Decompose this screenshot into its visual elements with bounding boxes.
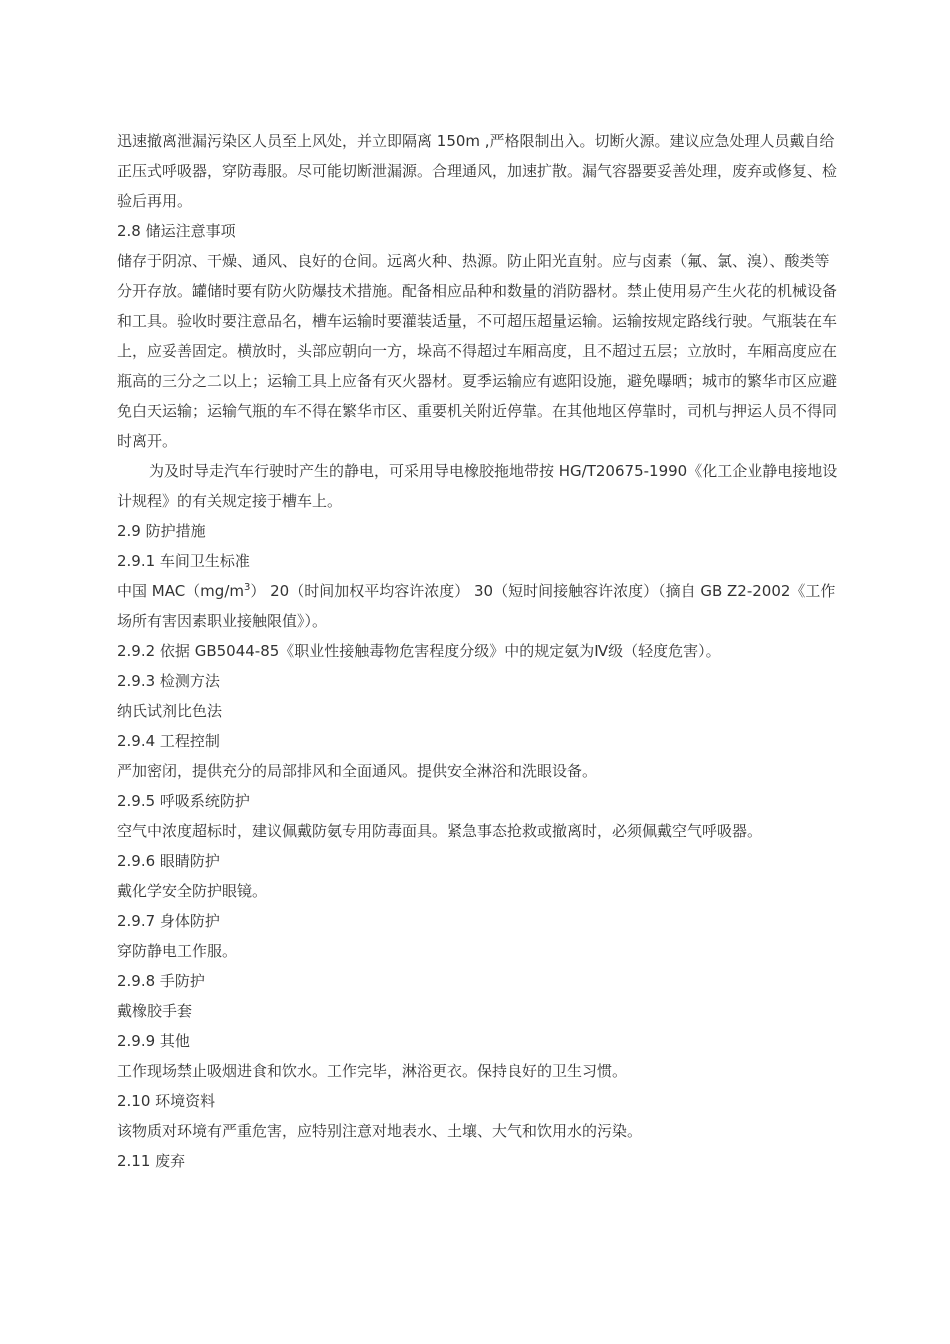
paragraph-respiratory-protection: 空气中浓度超标时，建议佩戴防氨专用防毒面具。紧急事态抢救或撤离时，必须佩戴空气呼吸器。: [117, 822, 763, 840]
heading-other: 2.9.9 其他: [117, 1032, 190, 1050]
paragraph-engineering-control: 严加密闭，提供充分的局部排风和全面通风。提供安全淋浴和洗眼设备。: [117, 762, 598, 780]
paragraph-spill-handling: 迅速撤离泄漏污染区人员至上风处，并立即隔离 150m ,严格限制出入。切断火源。建议应急处理人员戴自给正压式呼吸器，穿防毒服。尽可能切断泄漏源。合理通风，加速扩散。漏气容器要妥善处理，废弃或修复、检验后再用。: [117, 132, 838, 210]
heading-eye-protection: 2.9.6 眼睛防护: [117, 852, 220, 870]
paragraph-eye-protection: 戴化学安全防护眼镜。: [117, 882, 268, 900]
heading-engineering-control: 2.9.4 工程控制: [117, 732, 220, 750]
paragraph-hand-protection: 戴橡胶手套: [117, 1002, 193, 1020]
mac-text-before: 中国 MAC（mg/m: [117, 582, 244, 600]
heading-workshop-hygiene-standard: 2.9.1 车间卫生标准: [117, 552, 250, 570]
heading-body-protection: 2.9.7 身体防护: [117, 912, 220, 930]
heading-storage-transport: 2.8 储运注意事项: [117, 222, 236, 240]
paragraph-storage-transport: 储存于阴凉、干燥、通风、良好的仓间。远离火种、热源。防止阳光直射。应与卤素（氟、氯、溴）、酸类等分开存放。罐储时要有防火防爆技术措施。配备相应品种和数量的消防器材。禁止使用易产生火花的机械设备和工具。验收时要注意品名，槽车运输时要灌装适量，不可超压超量运输。运输按规定路线行驶。气瓶装在车上，应妥善固定。横放时，头部应朝向一方，垛高不得超过车厢高度，且不超过五层；立放时，车厢高度应在瓶高的三分之二以上；运输工具上应备有灭火器材。夏季运输应有遮阳设施，避免曝晒；城市的繁华市区应避免白天运输；运输气瓶的车不得在繁华市区、重要机关附近停靠。在其他地区停靠时，司机与押运人员不得同时离开。: [117, 252, 838, 450]
heading-detection-method: 2.9.3 检测方法: [117, 672, 220, 690]
heading-hand-protection: 2.9.8 手防护: [117, 972, 205, 990]
heading-disposal: 2.11 废弃: [117, 1152, 186, 1170]
heading-respiratory-protection: 2.9.5 呼吸系统防护: [117, 792, 250, 810]
paragraph-other: 工作现场禁止吸烟进食和饮水。工作完毕，淋浴更衣。保持良好的卫生习惯。: [117, 1062, 628, 1080]
paragraph-environmental-data: 该物质对环境有严重危害，应特别注意对地表水、土壤、大气和饮用水的污染。: [117, 1122, 643, 1140]
mac-text-after: ） 20（时间加权平均容许浓度） 30（短时间接触容许浓度）（摘自 GB Z2-2002《工作场所有害因素职业接触限值》）。: [117, 582, 836, 630]
paragraph-body-protection: 穿防静电工作服。: [117, 942, 238, 960]
paragraph-static-grounding: 为及时导走汽车行驶时产生的静电，可采用导电橡胶拖地带按 HG/T20675-1990《化工企业静电接地设计规程》的有关规定接于槽车上。: [117, 462, 838, 510]
heading-environmental-data: 2.10 环境资料: [117, 1092, 216, 1110]
paragraph-hazard-classification: 2.9.2 依据 GB5044-85《职业性接触毒物危害程度分级》中的规定氨为Ⅳ级（轻度危害）。: [117, 642, 721, 660]
paragraph-detection-method: 纳氏试剂比色法: [117, 702, 223, 720]
paragraph-mac-limits: [117, 576, 839, 636]
document-body: [117, 126, 839, 1176]
heading-protective-measures: 2.9 防护措施: [117, 522, 206, 540]
mac-superscript: 3: [243, 582, 251, 593]
